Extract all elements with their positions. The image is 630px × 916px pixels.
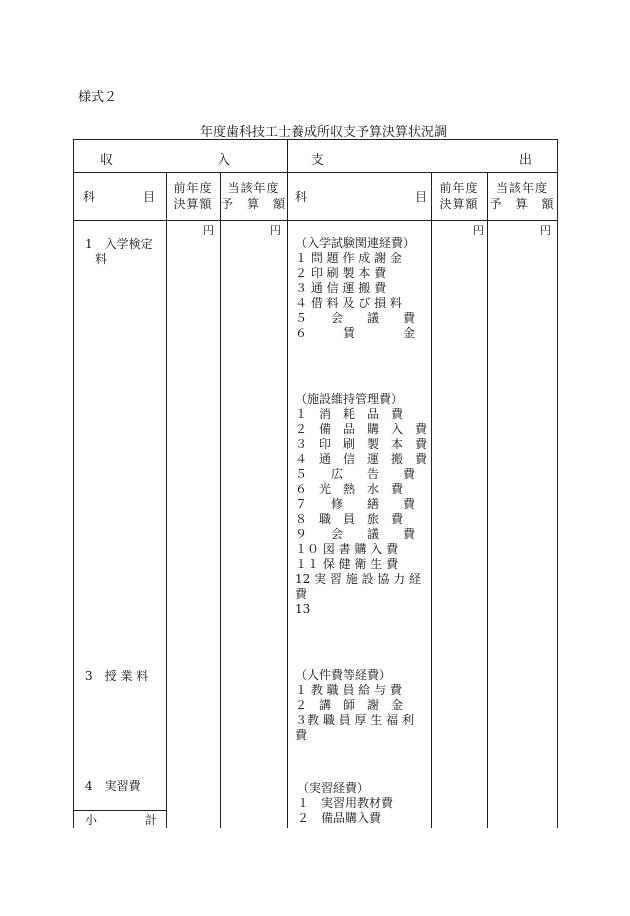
income-curr-year-line1: 当該年度 <box>227 181 280 195</box>
income-item-entrance-fee-line2: 料 <box>95 252 108 266</box>
expense-group-heading: （入学試験関連経費） <box>295 236 416 250</box>
income-subject-header: 科 目 <box>83 190 156 204</box>
expense-item: １ 実習用教材費 <box>297 796 394 810</box>
income-curr-year-header <box>220 180 287 212</box>
expense-item: 12 実 習 施 設 協 力 経 <box>295 572 421 586</box>
expense-subject-header: 科 目 <box>295 190 428 204</box>
expense-item: １ 問 題 作 成 謝 金 <box>295 251 402 265</box>
yen-unit-expense-prev: 円 <box>473 224 484 237</box>
expense-item: ２ 講 師 謝 金 <box>295 698 404 712</box>
expense-header: 支 出 <box>311 153 533 168</box>
income-item-entrance-fee <box>85 237 153 267</box>
form-label: 様式２ <box>78 90 118 105</box>
yen-unit-income-curr: 円 <box>270 224 281 237</box>
expense-item: 費 <box>295 728 308 742</box>
expense-group-practice <box>297 781 393 826</box>
expense-item: 13 <box>295 602 311 616</box>
expense-item: ９ 会 議 費 <box>295 527 416 541</box>
expense-group-heading: （人件費等経費） <box>295 668 392 682</box>
yen-unit-income-prev: 円 <box>203 224 214 237</box>
income-item-practice-fee: 4 実習費 <box>85 779 141 793</box>
expense-item: １１ 保 健 衛 生 費 <box>295 557 399 571</box>
expense-item: ６ 光 熱 水 費 <box>295 482 404 496</box>
expense-item: ８ 職 員 旅 費 <box>295 512 404 526</box>
expense-item: ３ 印 刷 製 本 費 <box>295 437 428 451</box>
expense-group-facility <box>295 392 427 617</box>
income-curr-year-line2: 予 算 額 <box>220 197 286 211</box>
expense-group-personnel <box>295 668 414 743</box>
expense-prev-year-line2: 決算額 <box>439 197 479 211</box>
expense-item: ３教 職 員 厚 生 福 利 <box>295 713 414 727</box>
expense-item: 費 <box>295 587 308 601</box>
income-subtotal: 小 計 <box>85 813 158 827</box>
income-item-tuition: 3 授 業 料 <box>85 669 149 683</box>
expense-item: ２ 印 刷 製 本 費 <box>295 266 387 280</box>
expense-group-heading: （施設維持管理費） <box>295 392 404 406</box>
income-prev-year-line2: 決算額 <box>173 197 213 211</box>
income-item-entrance-fee-line1: 1 入学検定 <box>85 237 153 251</box>
expense-curr-year-line1: 当該年度 <box>495 181 548 195</box>
expense-group-heading: （実習経費） <box>297 781 370 795</box>
expense-item: １ 消 耗 品 費 <box>295 407 404 421</box>
expense-item: ４ 通 信 運 搬 費 <box>295 452 428 466</box>
yen-unit-expense-curr: 円 <box>540 224 551 237</box>
page-title: 年度歯科技工士養成所収支予算決算状況調 <box>200 125 448 140</box>
expense-item: ５ 広 告 費 <box>295 467 416 481</box>
income-prev-year-line1: 前年度 <box>173 181 213 195</box>
expense-curr-year-header <box>487 180 557 212</box>
expense-item: ４ 借 料 及 び 損 料 <box>295 296 402 310</box>
expense-item: ２ 備 品 購 入 費 <box>295 422 428 436</box>
income-prev-year-header <box>166 180 220 212</box>
expense-prev-year-line1: 前年度 <box>439 181 479 195</box>
expense-item: ６ 賃 金 <box>295 326 416 340</box>
expense-item: １０ 図 書 購 入 費 <box>295 542 399 556</box>
expense-curr-year-line2: 予 算 額 <box>489 197 555 211</box>
expense-item: ２ 備品購入費 <box>297 811 382 825</box>
expense-group-exam <box>295 236 415 341</box>
income-header: 収 入 <box>100 153 231 168</box>
expense-item: １ 教 職 員 給 与 費 <box>295 683 402 697</box>
expense-item: ７ 修 繕 費 <box>295 497 416 511</box>
expense-prev-year-header <box>431 180 487 212</box>
expense-item: ５ 会 議 費 <box>295 311 416 325</box>
expense-item: ３ 通 信 運 搬 費 <box>295 281 387 295</box>
